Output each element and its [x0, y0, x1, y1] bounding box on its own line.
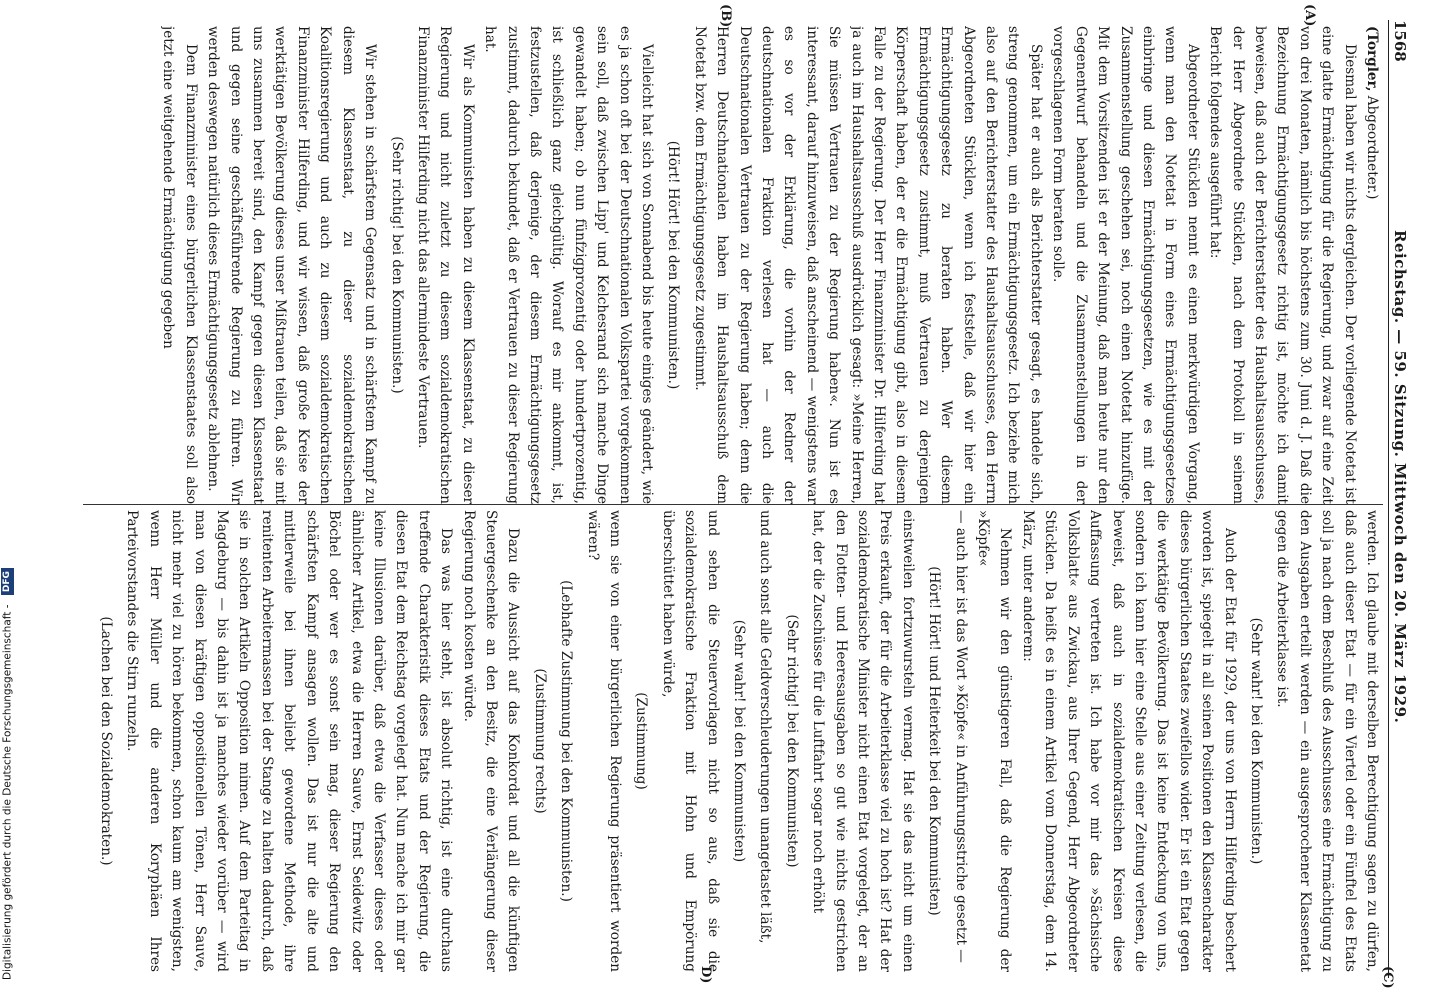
margin-marker-a: (A) — [1302, 4, 1317, 27]
quote-paragraph: Nehmen wir den günstigeren Fall, daß die Regierung der »Köpfe« — [975, 510, 1014, 972]
page-number: 1568 — [1391, 20, 1409, 62]
digitization-credit — [1, 0, 17, 980]
quote-paragraph: und auch sonst alle Geldverschleuderungen unangetastet läßt, — [757, 510, 774, 944]
credit-text: Digitalisierung gefördert durch die Deutsche Forschungsgemeinschaft - — [1, 604, 14, 980]
paragraph: Vielleicht hat sich von Sonnabend bis heute einiges geändert, wie es ja schon oft bei der Deutschnationalen Volkspartei vorgekommen sein soll, daß zwischen Lipp' und Kelchesrand sich manche Dinge gewandelt haben; ob nun fünfzigprozentig oder hundertprozentig, ist schließlich ganz gleichgültig. Worauf es mir ankommt, ist, festzustellen, daß derjenige, der diesem Ermächtigungsgesetz zustimmt, dadurch bekundet, daß er Vertrauen zu dieser Regierung hat. — [482, 26, 655, 504]
running-header — [1388, 20, 1411, 978]
quote-paragraph: und sehen die Steuervorlagen nicht so aus, daß sie die sozialdemokratische Fraktion mit Hohn und Empörung überschüttet haben würde, — [659, 510, 721, 972]
paragraph: werden. Ich glaube mit derselben Berechtigung sagen zu dürfen, daß auch dieser Etat — für ein Viertel oder ein Fünftel des Etats soll ja nach dem Beschluß des Ausschusses eine Ermächtigung zu den Ausgaben erteilt werden — ein ausgesprochener Klassenetat gegen die Arbeiterklasse ist. — [1274, 510, 1380, 972]
margin-marker-b: (B) — [718, 4, 733, 28]
interjection: (Zustimmung) — [633, 692, 650, 790]
interjection: (Lebhafte Zustimmung bei den Kommunisten.) — [558, 580, 575, 902]
interjection: (Sehr richtig! bei den Kommunisten) — [783, 614, 800, 868]
paragraph: — auch hier ist das Wort »Köpfe« in Anführungsstriche gesetzt — — [952, 510, 969, 963]
interjection: (Sehr wahr! bei den Kommunisten.) — [1247, 617, 1264, 865]
paragraph: Dem Finanzminister eines bürgerlichen Klassenstaates soll also jetzt eine weitgehende Ermächtigung gegeben — [160, 26, 199, 504]
quote-paragraph: einstweilen fortzuwursteln vermag. Hat sie das nicht um einen Preis erkauft, der für die Arbeiterklasse viel zu hoch ist? Hat der sozialdemokratische Minister nicht einen Etat vorgelegt, der an den Flotten- und Heeresausgaben so gut wie nichts gestrichen hat, der die Zuschüsse für die Luftfahrt sogar noch erhöht — [810, 510, 916, 972]
paragraph: Dazu die Aussicht auf das Konkordat und all die künftigen Steuergeschenke an den Besitz, die eine Verlängerung dieser Regierung noch kosten würde. — [460, 510, 522, 972]
speaker-name: (Torgler, — [1364, 26, 1380, 92]
paragraph: Das was hier steht, ist absolut richtig, ist eine durchaus treffende Charakteristik dieses Etats und der Regierung, die diesen Etat dem Reichstag vorgelegt hat. Nun mache ich mir gar keine Illusionen darüber, daß etwa die Verfasser dieses oder ähnlicher Artikel, etwa die Herren Sauve, Ernst Seidewitz oder Böchel oder wer es sonst sein mag, dieser Regierung den schärfsten Kampf ansagen wollen. Das ist nur die alte und mittlerweile bei ihnen beliebt gewordene Methode, ihre renitenten Arbeitermassen bei der Stange zu halten dadurch, daß sie in solchen Artikeln Opposition mimen. Auf dem Parteitag in Magdeburg — bis dahin ist ja manches wieder vorüber — wird man von diesen kräftigen oppositionellen Tönen, Herr Sauve, nicht mehr viel zu hören bekommen, schon kaum am wenigsten, wenn Herr Müller und die anderen Koryphäen Ihres Parteivorstandes die Stirn runzeln. — [124, 510, 455, 972]
rotated-page — [15, 4, 1415, 992]
interjection: (Hört! Hört! und Heiterkeit bei den Kommunisten) — [926, 566, 943, 916]
quote-paragraph: Abgeordneter Stücklen nennt es einen merkwürdigen Vorgang, wenn man den Notetat in Form eines Ermächtigungsgesetzes einbringe und diesen Ermächtigungsgesetzen, wie es mit der Zusammenstellung geschehen sei, noch einen Notetat hinzufüge. Mit dem Vorsitzenden ist er der Meinung, daß man heute nur den Gegenentwurf behandeln und die Zusammenstellungen in der vorgeschlagenen Form beraten solle. — [1050, 26, 1201, 504]
interjection: (Hört! Hört! bei den Kommunisten.) — [665, 140, 682, 390]
speaker-line — [1361, 26, 1383, 504]
interjection: (Sehr wahr! bei den Kommunisten) — [731, 619, 748, 863]
header-title: Reichstag. — 59. Sitzung. Mittwoch den 20. März 1929. — [1391, 230, 1409, 724]
right-column — [83, 510, 1383, 972]
quote-paragraph: wenn sie von einer bürgerlichen Regierung präsentiert worden wären? — [584, 510, 623, 972]
speaker-role: Abgeordneter.) — [1364, 95, 1380, 200]
interjection: (Zustimmung rechts) — [531, 668, 548, 814]
paragraph: Später hat er auch als Berichterstatter gesagt, es handele sich, streng genommen, um ein Ermächtigungsgesetz. Ich beziehe mich also auf den Berichterstatter des Haushaltsausschusses, den Herrn Abgeordneten Stücklen, wenn ich feststelle, daß wir hier ein Ermächtigungsgesetz zu beraten haben. Wer diesem Ermächtigungsgesetz zustimmt, muß Vertrauen zu derjenigen Körperschaft haben, der er die Ermächtigung gibt, also in diesem Falle zu der Regierung. Der Herr Finanzminister Dr. Hilferding hat ja auch im Haushaltsausschuß ausdrücklich gesagt: »Meine Herren, Sie müssen Vertrauen zu der Regierung haben«. Nun ist es interessant, darauf hinzuweisen, daß anscheinend — wenigstens war es so vor der Erklärung, die vorhin der Redner der deutschnationalen Fraktion verlesen hat — auch die Deutschnationalen Vertrauen zu der Regierung haben; denn die Herren Deutschnationalen haben im Haushaltsausschuß dem Notetat bzw. dem Ermächtigungsgesetz zugestimmt. — [691, 26, 1044, 504]
margin-marker-d: D) — [698, 966, 713, 984]
interjection: (Lachen bei den Sozialdemokraten.) — [98, 616, 115, 866]
left-column — [83, 26, 1383, 504]
paragraph: Diesmal haben wir nichts dergleichen. Der vorliegende Notetat ist eine glatte Ermächtigung für die Regierung, und zwar auf eine Zeit von drei Monaten, nämlich bis höchstens zum 30. Juni d. J. Daß die Bezeichnung Ermächtigungsgesetz richtig ist, möchte ich damit beweisen, daß auch der Berichterstatter des Haushaltsausschusses, der Herr Abgeordnete Stücklen, nach dem Protokoll in seinem Bericht folgendes ausgeführt hat: — [1207, 26, 1358, 504]
margin-marker-c: (C) — [1380, 966, 1395, 989]
interjection: (Sehr richtig! bei den Kommunisten.) — [388, 136, 405, 394]
paragraph: Wir als Kommunisten haben zu diesem Klassenstaat, zu dieser Regierung und nicht zuletzt zu diesem sozialdemokratischen Finanzminister Hilferding nicht das allermindeste Vertrauen. — [414, 26, 476, 504]
column-divider — [83, 504, 1383, 505]
paragraph: Wir stehen in schärfstem Gegensatz und in schärfstem Kampf zu diesem Klassenstaat, zu dieser sozialdemokratischen Koalitionsregierung und auch zu diesem sozialdemokratischen Finanzminister Hilferding, und wir wissen, daß große Kreise der werktätigen Bevölkerung dieses unser Mißtrauen teilen, daß sie mit uns zusammen bereit sind, den Kampf gegen diesen Klassenstaat und gegen seine geschäftsführende Regierung zu führen. Wir werden deswegen natürlich dieses Ermächtigungsgesetz ablehnen. — [205, 26, 379, 504]
dfg-logo: DFG — [1, 568, 14, 595]
paragraph: Auch der Etat für 1929, der uns von Herrn Hilferding beschert worden ist, spiegelt in all seinen Positionen den Klassencharakter dieses bürgerlichen Staates zweifellos wider. Er ist ein Etat gegen die werktätige Bevölkerung. Das ist keine Entdeckung von uns, sondern ich kann hier eine Stelle aus einer Zeitung verlesen, die beweist, daß auch in sozialdemokratischen Kreisen diese Auffassung vertreten ist. Ich habe vor mir das »Sächsische Volksblatt« aus Zwickau, aus Ihrer Gegend, Herr Abgeordneter Stücklen. Da heißt es in einem Artikel vom Donnerstag, dem 14. März, unter anderem: — [1019, 510, 1238, 972]
